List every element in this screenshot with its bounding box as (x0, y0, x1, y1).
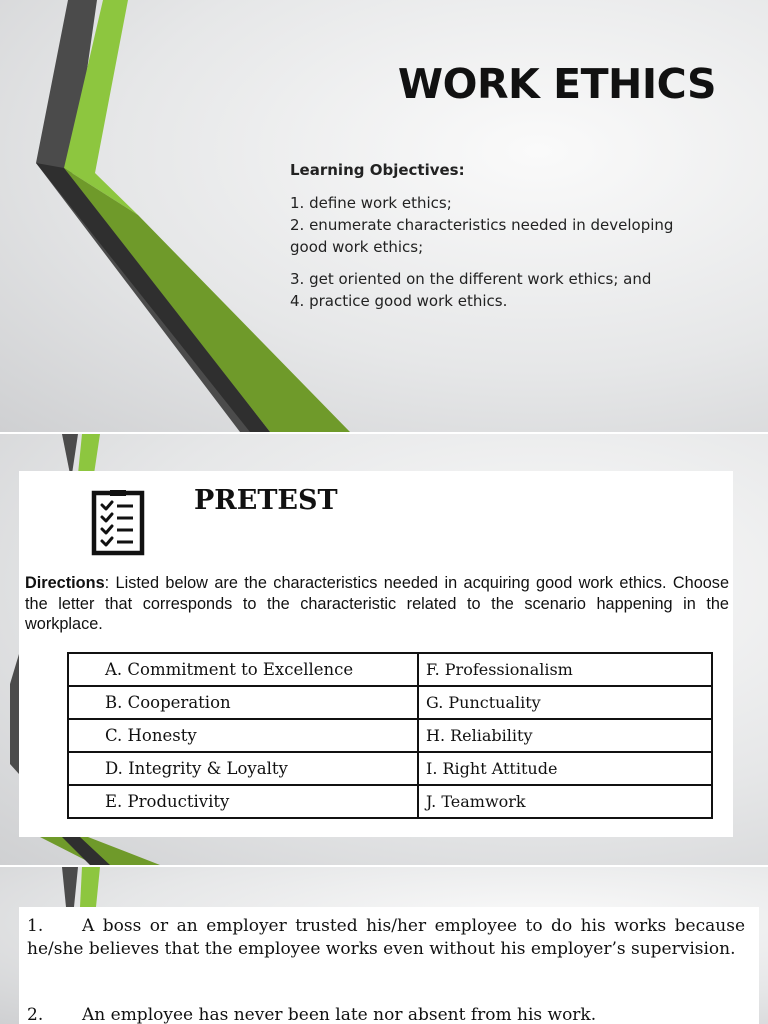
table-row (68, 653, 712, 686)
directions-text (25, 573, 729, 635)
scenario-item (27, 1004, 745, 1024)
table-cell: J. Teamwork (418, 785, 712, 818)
scenario-panel (19, 907, 759, 1024)
table-cell: D. Integrity & Loyalty (68, 752, 418, 785)
table-row (68, 785, 712, 818)
table-cell: F. Professionalism (418, 653, 712, 686)
table-cell: H. Reliability (418, 719, 712, 752)
checklist-icon (91, 490, 145, 556)
slide-title: WORK ETHICS (397, 60, 716, 108)
table-cell: G. Punctuality (418, 686, 712, 719)
slide-work-ethics (0, 0, 768, 432)
objective-item: 1. define work ethics; (290, 194, 452, 212)
pretest-panel (19, 471, 733, 837)
objective-item: 2. enumerate characteristics needed in developing (290, 216, 674, 234)
scenario-text: A boss or an employer trusted his/her employee to do his works because he/she believes that the employee works even without his employer’s supervision. (27, 916, 745, 959)
scenario-text: An employee has never been late nor absent from his work. (82, 1005, 597, 1024)
learning-objectives (290, 161, 710, 312)
objective-item: 4. practice good work ethics. (290, 292, 508, 310)
table-row (68, 719, 712, 752)
slide-scenarios (0, 867, 768, 1024)
slide-pretest (0, 434, 768, 865)
table-cell: I. Right Attitude (418, 752, 712, 785)
directions-label: Directions (25, 574, 105, 592)
objective-item: good work ethics; (290, 238, 424, 256)
table-row (68, 752, 712, 785)
scenario-number: 1. (27, 916, 44, 936)
objectives-heading: Learning Objectives: (290, 161, 465, 179)
table-cell: B. Cooperation (68, 686, 418, 719)
scenario-item (27, 915, 745, 960)
directions-body: : Listed below are the characteristics needed in acquiring good work ethics. Choose the letter that corresponds to the characteristic related to the scenario happening in the workplace. (25, 574, 729, 633)
table-row (68, 686, 712, 719)
table-cell: A. Commitment to Excellence (68, 653, 418, 686)
table-cell: C. Honesty (68, 719, 418, 752)
pretest-title: PRETEST (194, 485, 338, 516)
objective-item: 3. get oriented on the different work ethics; and (290, 270, 652, 288)
table-cell: E. Productivity (68, 785, 418, 818)
characteristics-table (67, 652, 713, 819)
scenario-number: 2. (27, 1005, 44, 1024)
